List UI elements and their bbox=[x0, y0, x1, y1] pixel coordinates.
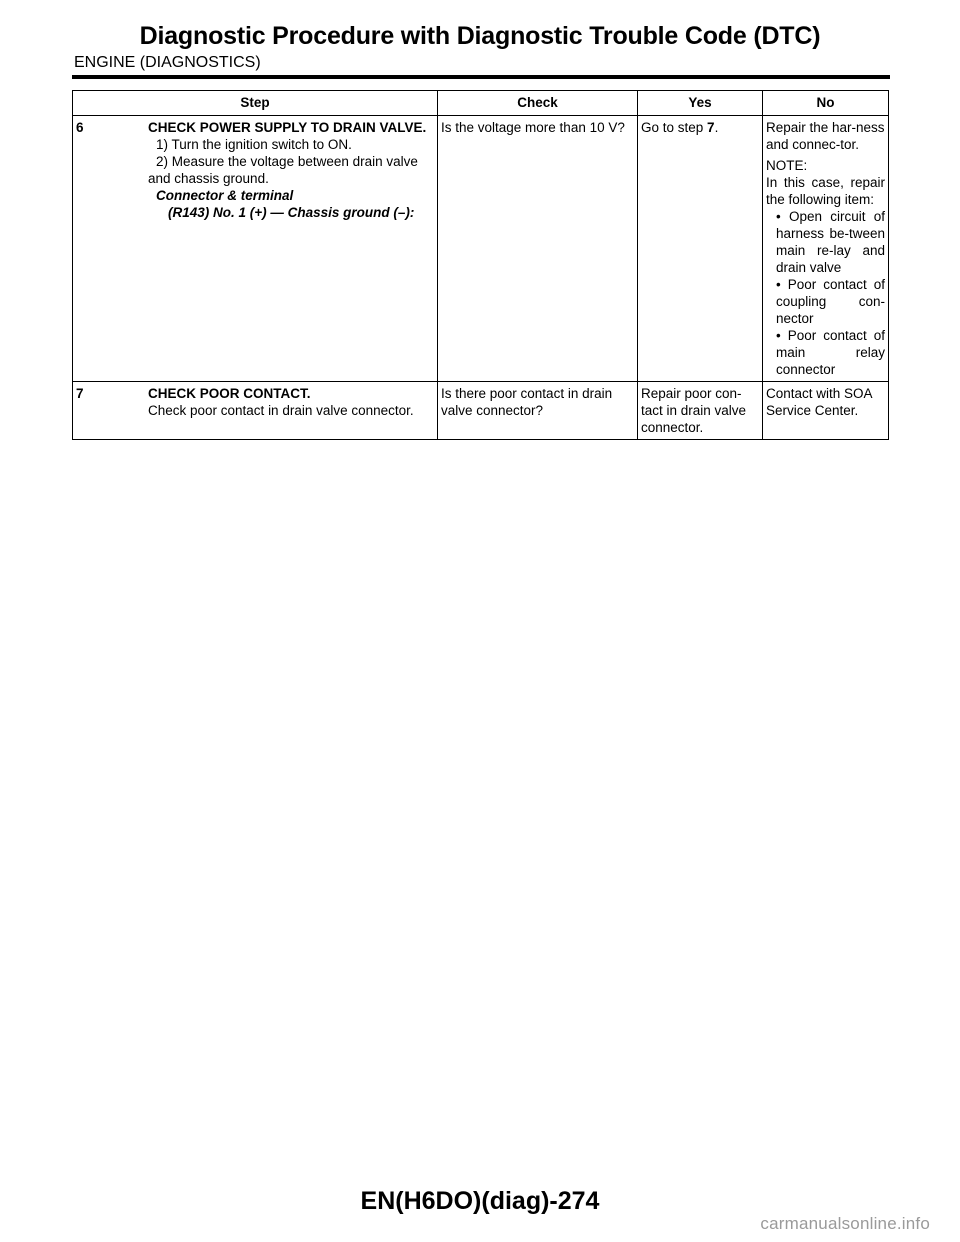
section-label: ENGINE (DIAGNOSTICS) bbox=[74, 54, 261, 71]
note-label: NOTE: bbox=[766, 158, 808, 173]
check-cell: Is the voltage more than 10 V? bbox=[438, 116, 638, 382]
step-line: and chassis ground. bbox=[148, 171, 269, 186]
step-title: CHECK POOR CONTACT. bbox=[148, 386, 311, 401]
step-line: Check poor contact in drain valve connector. bbox=[148, 403, 414, 418]
no-cell bbox=[763, 116, 889, 382]
no-main-text: Repair the har-ness and connec-tor. bbox=[766, 120, 885, 152]
yes-step-ref: 7 bbox=[707, 120, 715, 135]
connector-value: (R143) No. 1 (+) — Chassis ground (–): bbox=[168, 205, 415, 220]
column-header-check: Check bbox=[438, 91, 638, 116]
note-text: In this case, repair the following item: bbox=[766, 175, 885, 207]
yes-cell: Repair poor con-tact in drain valve connector. bbox=[638, 382, 763, 440]
page-title: Diagnostic Procedure with Diagnostic Trouble Code (DTC) bbox=[139, 22, 821, 50]
yes-cell bbox=[638, 116, 763, 382]
no-item: • Poor contact of main relay connector bbox=[776, 328, 885, 377]
page-number: EN(H6DO)(diag)-274 bbox=[360, 1187, 600, 1215]
column-header-yes: Yes bbox=[638, 91, 763, 116]
yes-suffix: . bbox=[714, 120, 719, 135]
step-cell bbox=[73, 382, 438, 440]
no-item: • Poor contact of coupling con-nector bbox=[776, 277, 885, 326]
step-cell bbox=[73, 116, 438, 382]
no-item: • Open circuit of harness be-tween main re-lay and drain valve bbox=[776, 209, 885, 275]
table-row-step-7 bbox=[73, 382, 889, 440]
table-row-step-6 bbox=[73, 116, 889, 382]
connector-label: Connector & terminal bbox=[156, 188, 294, 203]
step-number: 7 bbox=[76, 386, 84, 401]
step-title: CHECK POWER SUPPLY TO DRAIN VALVE. bbox=[148, 120, 427, 135]
header-rule bbox=[72, 75, 890, 79]
no-cell: Contact with SOA Service Center. bbox=[763, 382, 889, 440]
check-cell: Is there poor contact in drain valve connector? bbox=[438, 382, 638, 440]
column-header-step: Step bbox=[73, 91, 438, 116]
column-header-no: No bbox=[763, 91, 889, 116]
yes-prefix: Go to step bbox=[641, 120, 708, 135]
step-line: 1) Turn the ignition switch to ON. bbox=[156, 137, 352, 152]
procedure-table bbox=[72, 90, 889, 440]
table-header-row bbox=[73, 91, 889, 116]
step-line: 2) Measure the voltage between drain valve bbox=[156, 154, 418, 169]
watermark: carmanualsonline.info bbox=[760, 1214, 930, 1233]
step-number: 6 bbox=[76, 120, 84, 135]
